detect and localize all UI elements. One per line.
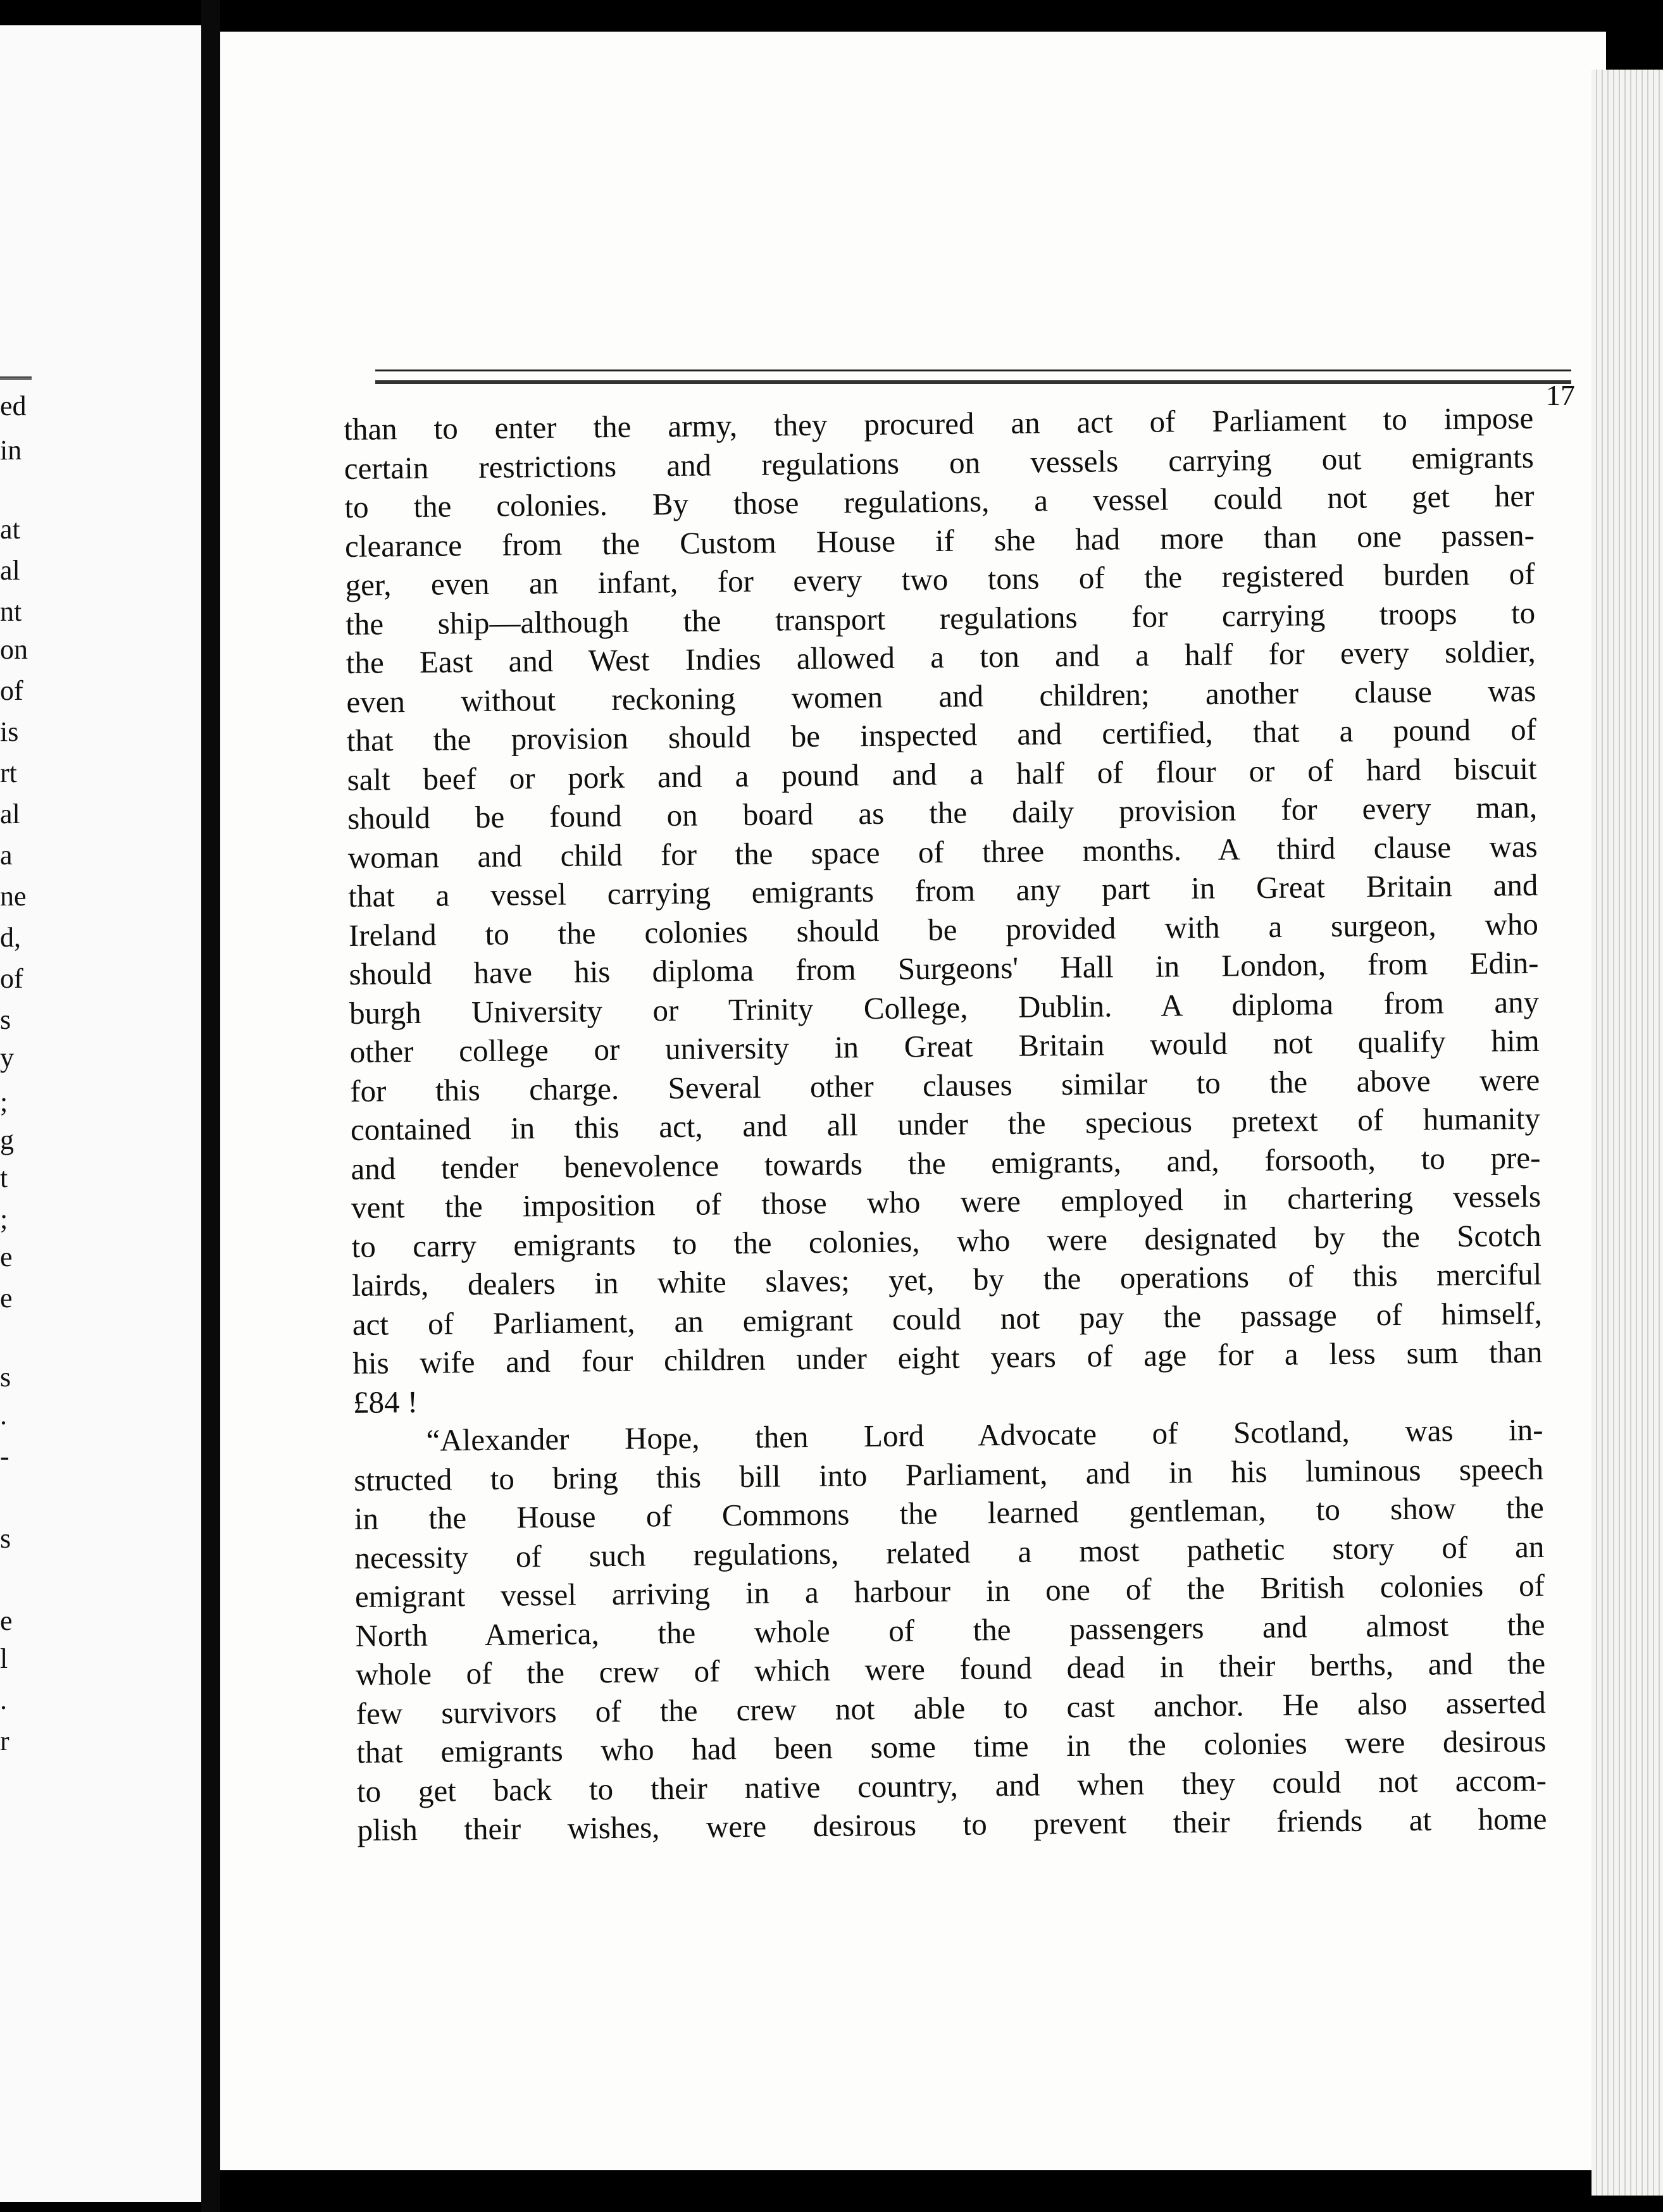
left-page-fragment-text: ;: [0, 1203, 8, 1234]
page-edges: [1591, 70, 1663, 2196]
text-line: that a vessel carrying emigrants from any part in Great Britain and: [348, 867, 1538, 914]
left-page-fragment-text: in: [0, 435, 22, 466]
left-page-fragment-text: d,: [0, 922, 21, 953]
text-line: the East and West Indies allowed a ton and a half for every soldier,: [346, 633, 1536, 680]
paragraph-1: [344, 399, 1543, 1422]
text-line: for this charge. Several other clauses similar to the above were: [350, 1062, 1540, 1109]
text-line: the ship—although the transport regulations for carrying troops to: [345, 595, 1536, 642]
left-page-fragment-text: r: [0, 1725, 9, 1756]
text-line: salt beef or pork and a pound and a half of flour or of hard biscuit: [347, 750, 1537, 797]
left-page-fragment-text: s: [0, 1523, 11, 1554]
text-line: and tender benevolence towards the emigrants, and, forsooth, to pre-: [351, 1140, 1541, 1186]
left-page-fragment-text: nt: [0, 596, 22, 627]
text-line: even without reckoning women and children; another clause was: [346, 673, 1536, 719]
text-line: emigrant vessel arriving in a harbour in one of the British colonies of: [354, 1567, 1545, 1614]
left-page-fragment: [0, 25, 201, 2202]
page-number: 17: [1546, 379, 1575, 411]
text-line: should be found on board as the daily provision for every man,: [347, 789, 1538, 836]
left-page-fragment-text: e: [0, 1283, 13, 1314]
text-line: plish their wishes, were desirous to prevent their friends at home: [357, 1801, 1547, 1848]
text-line: whole of the crew of which were found dead in their berths, and the: [355, 1645, 1546, 1692]
left-page-fragment-text: s: [0, 1004, 11, 1035]
text-line: certain restrictions and regulations on vessels carrying out emigrants: [344, 439, 1535, 486]
text-line: £84 !: [352, 1384, 418, 1420]
left-page-fragment-text: rt: [0, 757, 17, 788]
text-line: North America, the whole of the passengers and almost the: [355, 1606, 1545, 1653]
text-line: that the provision should be inspected and certified, that a pound of: [346, 711, 1537, 758]
left-page-fragment-text: on: [0, 634, 28, 665]
book-gutter: [201, 0, 220, 2212]
text-line: act of Parliament, an emigrant could not pay the passage of himself,: [352, 1295, 1543, 1342]
left-page-fragment-text: g: [0, 1124, 14, 1155]
left-page-fragment-text: is: [0, 716, 19, 747]
text-line: woman and child for the space of three months. A third clause was: [347, 828, 1538, 875]
left-page-header-rule: [0, 376, 32, 386]
body-text: [344, 399, 1547, 1849]
text-line: “Alexander Hope, then Lord Advocate of Scotland, was in-: [426, 1412, 1543, 1458]
left-page-fragment-text: y: [0, 1042, 14, 1073]
text-line: that emigrants who had been some time in the colonies were desirous: [356, 1723, 1547, 1770]
paragraph-2: [353, 1410, 1547, 1850]
text-line: necessity of such regulations, related a most pathetic story of an: [354, 1529, 1545, 1575]
text-line: clearance from the Custom House if she had more than one passen-: [344, 517, 1535, 564]
left-page-fragment-text: of: [0, 963, 23, 994]
left-page-fragment-text: al: [0, 798, 20, 830]
text-line: to get back to their native country, and when they could not accom-: [356, 1762, 1547, 1809]
left-page-fragment-text: e: [0, 1241, 13, 1272]
text-line: other college or university in Great Britain would not qualify him: [349, 1022, 1540, 1069]
left-page-fragment-text: e: [0, 1605, 13, 1636]
text-line: vent the imposition of those who were employed in chartering vessels: [351, 1178, 1542, 1225]
text-line: to carry emigrants to the colonies, who were designated by the Scotch: [351, 1217, 1542, 1264]
left-page-fragment-text: s: [0, 1362, 11, 1393]
text-line: his wife and four children under eight years of age for a less sum than: [352, 1334, 1543, 1381]
text-line: lairds, dealers in white slaves; yet, by the operations of this merciful: [352, 1256, 1542, 1303]
left-page-fragment-text: at: [0, 514, 20, 545]
left-page-fragment-text: -: [0, 1441, 9, 1472]
text-line: ger, even an infant, for every two tons of the registered burden of: [345, 556, 1535, 602]
left-page-fragment-text: .: [0, 1684, 7, 1715]
left-page-fragment-text: of: [0, 675, 23, 706]
left-page-fragment-text: t: [0, 1162, 8, 1193]
text-line: few survivors of the crew not able to cast anchor. He also asserted: [356, 1684, 1546, 1731]
text-line: should have his diploma from Surgeons' Hall in London, from Edin-: [349, 945, 1539, 991]
text-line: contained in this act, and all under the specious pretext of humanity: [350, 1100, 1541, 1147]
text-line: burgh University or Trinity College, Dublin. A diploma from any: [349, 984, 1540, 1031]
left-page-fragment-text: ;: [0, 1086, 8, 1117]
text-line: in the House of Commons the learned gentleman, to show the: [354, 1489, 1544, 1536]
right-page: [220, 32, 1606, 2170]
text-line: to the colonies. By those regulations, a vessel could not get her: [344, 478, 1535, 525]
text-line: structed to bring this bill into Parliament, and in his luminous speech: [353, 1451, 1544, 1498]
left-page-fragment-text: a: [0, 840, 13, 871]
text-line: than to enter the army, they procured an act of Parliament to impose: [344, 400, 1534, 447]
left-page-fragment-text: ne: [0, 881, 27, 912]
left-page-fragment-text: al: [0, 555, 20, 586]
left-page-fragment-text: l: [0, 1643, 8, 1674]
left-page-fragment-text: ed: [0, 390, 27, 421]
header-rule: [375, 370, 1571, 384]
left-page-fragment-text: .: [0, 1400, 7, 1431]
text-line: Ireland to the colonies should be provided with a surgeon, who: [348, 906, 1539, 953]
